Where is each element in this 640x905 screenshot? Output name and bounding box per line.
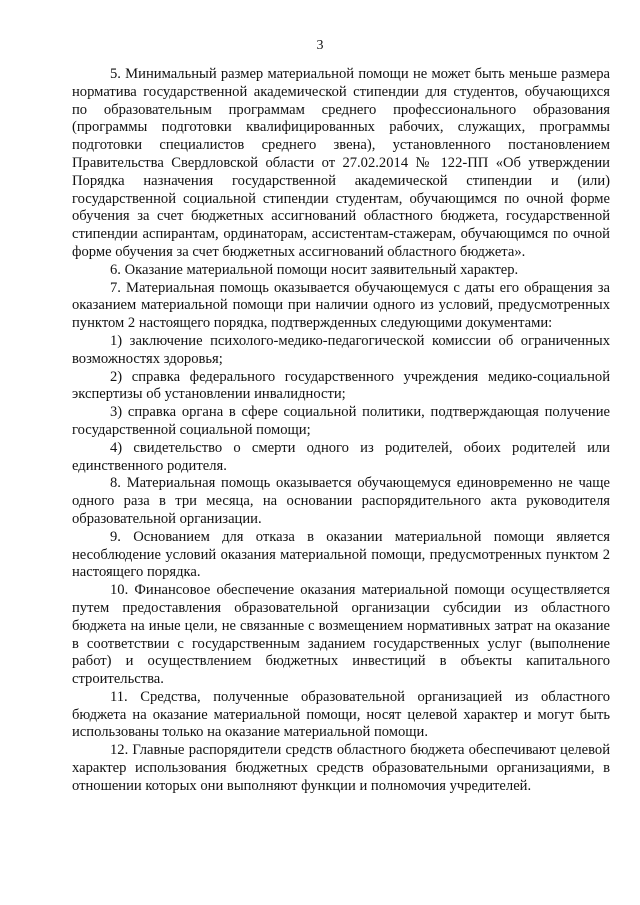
document-body <box>72 66 610 796</box>
paragraph-10: 10. Финансовое обеспечение оказания материальной помощи осуществляется путем предоставления образовательной организации субсидии из областного бюджета на иные цели, не связанные с возмещением нормативных затрат на оказание в соответствии с государственным заданием государственных услуг (выполнение работ) и осуществлением бюджетных инвестиций в объекты капитального строительства. <box>72 582 610 688</box>
list-item-2: 2) справка федерального государственного учреждения медико-социальной экспертизы об установлении инвалидности; <box>72 368 610 403</box>
paragraph-9: 9. Основанием для отказа в оказании материальной помощи является несоблюдение условий оказания материальной помощи, предусмотренных пунктом 2 настоящего порядка. <box>72 528 610 581</box>
page-number: 3 <box>316 38 324 53</box>
paragraph-5: 5. Минимальный размер материальной помощи не может быть меньше размера норматива государственной академической стипендии для студентов, обучающихся по образовательным программам среднего профессионального образования (программы подготовки квалифицированных рабочих, служащих, программы подготовки специалистов среднего звена), установленного постановлением Правительства Свердловской области от 27.02.2014 № 122-ПП «Об утверждении Порядка назначения государственной академической стипендии и (или) государственной социальной стипендии студентам, обучающимся по очной форме обучения за счет бюджетных ассигнований областного бюджета, государственной стипендии аспирантам, ординаторам, ассистентам-стажерам, обучающимся по очной форме обучения за счет бюджетных ассигнований областного бюджета». <box>72 66 610 260</box>
list-item-3: 3) справка органа в сфере социальной политики, подтверждающая получение государственной социальной помощи; <box>72 404 610 438</box>
paragraph-12: 12. Главные распорядители средств областного бюджета обеспечивают целевой характер использования бюджетных средств образовательными организациями, в отношении которых они выполняют функции и полномочия учредителей. <box>72 742 610 794</box>
paragraph-8: 8. Материальная помощь оказывается обучающемуся единовременно не чаще одного раза в три месяца, на основании распорядительного акта руководителя образовательной организации. <box>72 475 610 527</box>
paragraph-11: 11. Средства, полученные образовательной организацией из областного бюджета на оказание материальной помощи, носят целевой характер и могут быть использованы только на оказание материальной помощи. <box>72 688 610 741</box>
paragraph-6: 6. Оказание материальной помощи носит заявительный характер. <box>110 261 519 278</box>
paragraph-7: 7. Материальная помощь оказывается обучающемуся с даты его обращения за оказанием материальной помощи при наличии одного из условий, предусмотренных пунктом 2 настоящего порядка, подтвержденных следующими документами: <box>72 279 610 332</box>
list-item-4: 4) свидетельство о смерти одного из родителей, обоих родителей или единственного родителя. <box>72 439 610 474</box>
list-item-1: 1) заключение психолого-медико-педагогической комиссии об ограниченных возможностях здоровья; <box>72 332 610 367</box>
